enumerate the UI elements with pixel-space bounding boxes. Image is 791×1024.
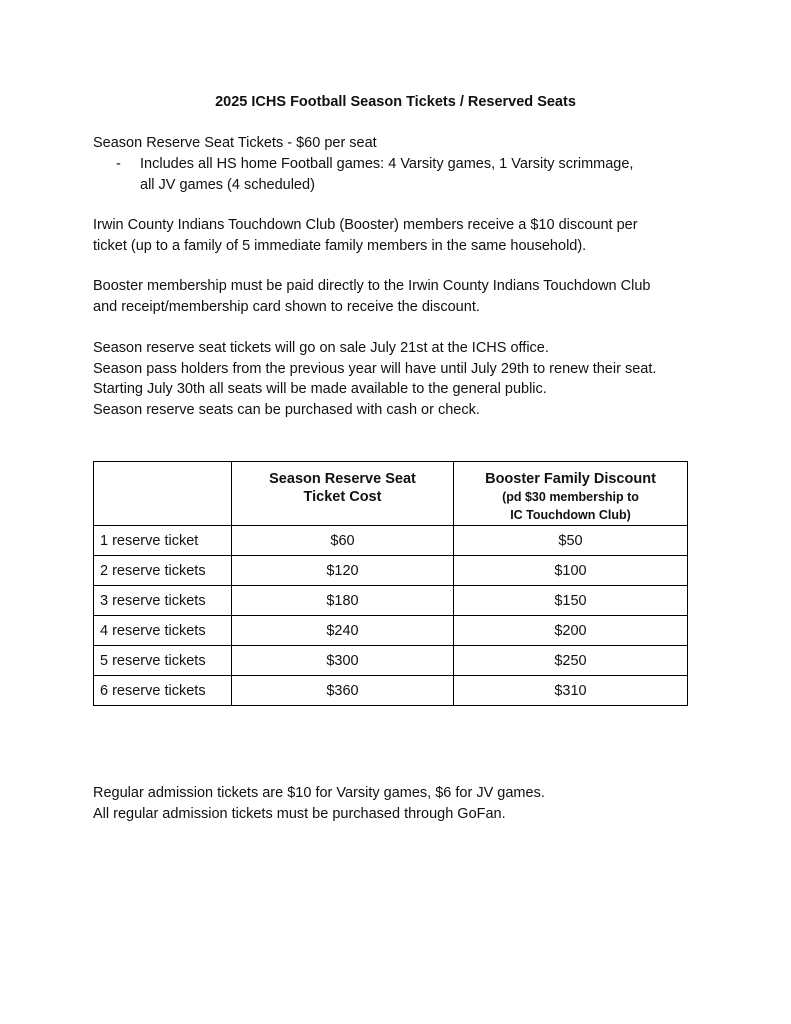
table-row xyxy=(94,616,688,646)
season-ticket-heading xyxy=(93,133,377,154)
paragraph-line: Starting July 30th all seats will be made available to the general public. xyxy=(93,381,547,397)
sale-info-paragraph xyxy=(93,338,656,420)
header-season-cost xyxy=(232,462,454,526)
row-cost: $180 xyxy=(232,586,454,616)
row-cost: $120 xyxy=(232,556,454,586)
header-line: Ticket Cost xyxy=(303,489,382,505)
row-label: 3 reserve tickets xyxy=(94,586,232,616)
paragraph-line: Booster membership must be paid directly to the Irwin County Indians Touchdown Club xyxy=(93,278,651,294)
table-row xyxy=(94,526,688,556)
regular-admission-paragraph xyxy=(93,783,545,824)
paragraph-line: Season pass holders from the previous year will have until July 29th to renew their seat. xyxy=(93,360,657,377)
header-line: Booster Family Discount xyxy=(485,471,656,487)
header-empty-cell xyxy=(94,462,232,526)
paragraph-line: Season reserve seat tickets will go on sale July 21st at the ICHS office. xyxy=(93,340,549,356)
ticket-price-table xyxy=(93,461,688,706)
booster-discount-paragraph xyxy=(93,215,638,256)
booster-membership-paragraph xyxy=(93,276,650,317)
paragraph-line: Regular admission tickets are $10 for Varsity games, $6 for JV games. xyxy=(93,785,545,801)
row-discount: $50 xyxy=(454,526,688,556)
row-label: 6 reserve tickets xyxy=(94,676,232,706)
paragraph-line: Irwin County Indians Touchdown Club (Booster) members receive a $10 discount per xyxy=(93,217,638,233)
row-discount: $200 xyxy=(454,616,688,646)
header-subline: (pd $30 membership to xyxy=(502,490,639,504)
row-cost: $360 xyxy=(232,676,454,706)
row-label: 2 reserve tickets xyxy=(94,556,232,586)
row-label: 1 reserve ticket xyxy=(94,526,232,556)
table-row xyxy=(94,676,688,706)
bullet-marker: - xyxy=(116,156,121,172)
table-row xyxy=(94,556,688,586)
row-cost: $240 xyxy=(232,616,454,646)
paragraph-line: and receipt/membership card shown to receive the discount. xyxy=(93,298,480,315)
row-label: 4 reserve tickets xyxy=(94,616,232,646)
season-ticket-price-line: Season Reserve Seat Tickets - $60 per seat xyxy=(93,135,377,151)
row-cost: $60 xyxy=(232,526,454,556)
table-row xyxy=(94,646,688,676)
row-discount: $150 xyxy=(454,586,688,616)
paragraph-line: ticket (up to a family of 5 immediate family members in the same household). xyxy=(93,237,587,254)
row-label: 5 reserve tickets xyxy=(94,646,232,676)
bullet-line-2: all JV games (4 scheduled) xyxy=(140,177,315,193)
row-discount: $310 xyxy=(454,676,688,706)
header-line: Season Reserve Seat xyxy=(269,471,416,487)
header-booster-discount xyxy=(454,462,688,526)
row-cost: $300 xyxy=(232,646,454,676)
page-title: 2025 ICHS Football Season Tickets / Reserved Seats xyxy=(215,94,576,110)
bullet-line-1: Includes all HS home Football games: 4 Varsity games, 1 Varsity scrimmage, xyxy=(140,156,634,172)
table-header-row xyxy=(94,462,688,526)
header-subline: IC Touchdown Club) xyxy=(510,508,631,522)
paragraph-line: Season reserve seats can be purchased with cash or check. xyxy=(93,401,480,418)
row-discount: $100 xyxy=(454,556,688,586)
paragraph-line: All regular admission tickets must be purchased through GoFan. xyxy=(93,805,506,822)
table-row xyxy=(94,586,688,616)
row-discount: $250 xyxy=(454,646,688,676)
